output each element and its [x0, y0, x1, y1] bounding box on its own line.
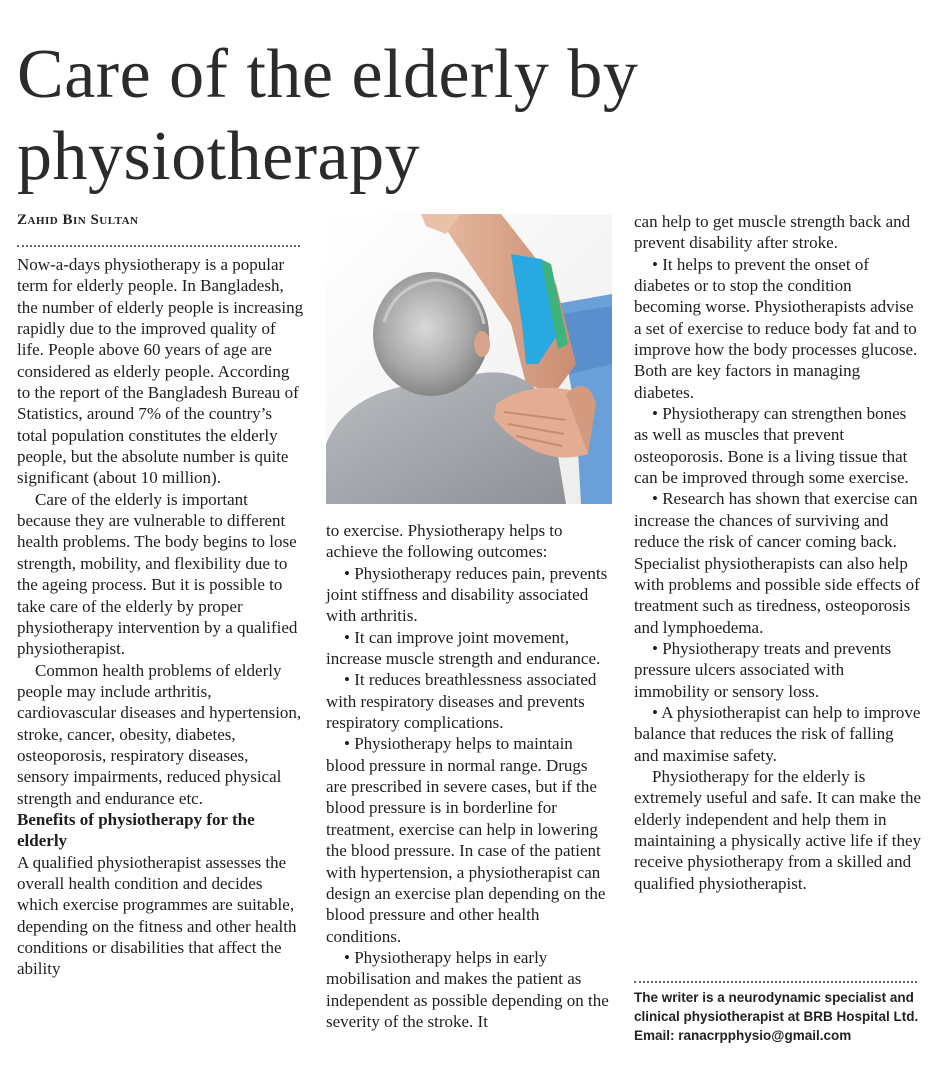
byline: Zahid Bin Sultan: [17, 212, 139, 228]
paragraph: A qualified physiotherapist assesses the overall health condition and decides which exercise programmes are suitable, depending on the fitness and other health conditions or disabilities that affect the ability: [17, 852, 297, 979]
bullet-item: • Physiotherapy helps in early mobilisation and makes the patient as independent as possible depending on the severity of the stroke. It: [326, 947, 609, 1031]
physiotherapy-photo: [326, 214, 612, 504]
article-photo: [326, 214, 612, 504]
paragraph: Physiotherapy for the elderly is extremely useful and safe. It can make the elderly independent and help them in maintaining a physically active life if they receive physiotherapy from a skilled and qualified physiotherapist.: [634, 766, 922, 893]
bullet-item: • A physiotherapist can help to improve balance that reduces the risk of falling and maximise safety.: [634, 702, 921, 765]
bullet-item: • Physiotherapy helps to maintain blood pressure in normal range. Drugs are prescribed in severe cases, but if the blood pressure is in borderline for treatment, exercise can help in lowering the blood pressure. In case of the patient with hypertension, a physiotherapist can design an exercise plan depending on the blood pressure and other health conditions.: [326, 734, 606, 946]
subheading: Benefits of physiotherapy for the elderly: [17, 809, 255, 851]
bullet-item: • It helps to prevent the onset of diabetes or to stop the condition becoming worse. Physiotherapists advise a set of exercise to reduce body fat and to improve how the body processes glucose. Both are key factors in managing diabetes.: [634, 254, 918, 402]
bullet-item: • Physiotherapy treats and prevents pressure ulcers associated with immobility or sensory loss.: [634, 638, 892, 701]
bullet-item: • It reduces breathlessness associated with respiratory diseases and prevents respiratory complications.: [326, 670, 597, 733]
column-1: [17, 254, 304, 980]
paragraph: Now-a-days physiotherapy is a popular term for elderly people. In Bangladesh, the number of elderly people is increasing rapidly due to the improved quality of life. People above 60 years of age are considered as elderly people. According to the report of the Bangladesh Bureau of Statistics, around 7% of the country’s total population constitutes the elderly people, but the absolute number is quite significant (about 10 million).: [17, 255, 304, 488]
paragraph: Common health problems of elderly people may include arthritis, cardiovascular diseases and hypertension, stroke, cancer, obesity, diabetes, osteoporosis, respiratory diseases, sensory impairments, reduced physical strength and endurance etc.: [17, 660, 302, 808]
author-email: Email: ranacrpphysio@gmail.com: [634, 1028, 852, 1043]
author-credit: [634, 988, 924, 1045]
paragraph: to exercise. Physiotherapy helps to achieve the following outcomes:: [326, 521, 563, 562]
byline-divider: [17, 245, 300, 247]
paragraph: Care of the elderly is important because they are vulnerable to different health problems. The body begins to lose strength, mobility, and flexibility due to the ageing process. But it is possible to take care of the elderly by proper physiotherapy intervention by a qualified physiotherapist.: [17, 489, 298, 659]
column-2: [326, 520, 612, 1032]
article-title: Care of the elderly by physiotherapy: [17, 36, 639, 195]
bullet-item: • Physiotherapy can strengthen bones as well as muscles that prevent osteoporosis. Bone is a living tissue that can be improved through some exercise.: [634, 404, 909, 488]
credit-divider: [634, 981, 917, 983]
bullet-item: • Research has shown that exercise can increase the chances of surviving and reduce the risk of cancer coming back. Specialist physiotherapists can also help with problems and possible side effects of treatment such as tiredness, osteoporosis and lymphoedema.: [634, 489, 920, 637]
paragraph: can help to get muscle strength back and prevent disability after stroke.: [634, 212, 911, 253]
author-bio: The writer is a neurodynamic specialist and clinical physiotherapist at BRB Hospital Ltd.: [634, 990, 919, 1024]
bullet-item: • Physiotherapy reduces pain, prevents joint stiffness and disability associated with arthritis.: [326, 563, 608, 626]
bullet-item: • It can improve joint movement, increase muscle strength and endurance.: [326, 627, 601, 669]
column-3: [634, 211, 922, 894]
